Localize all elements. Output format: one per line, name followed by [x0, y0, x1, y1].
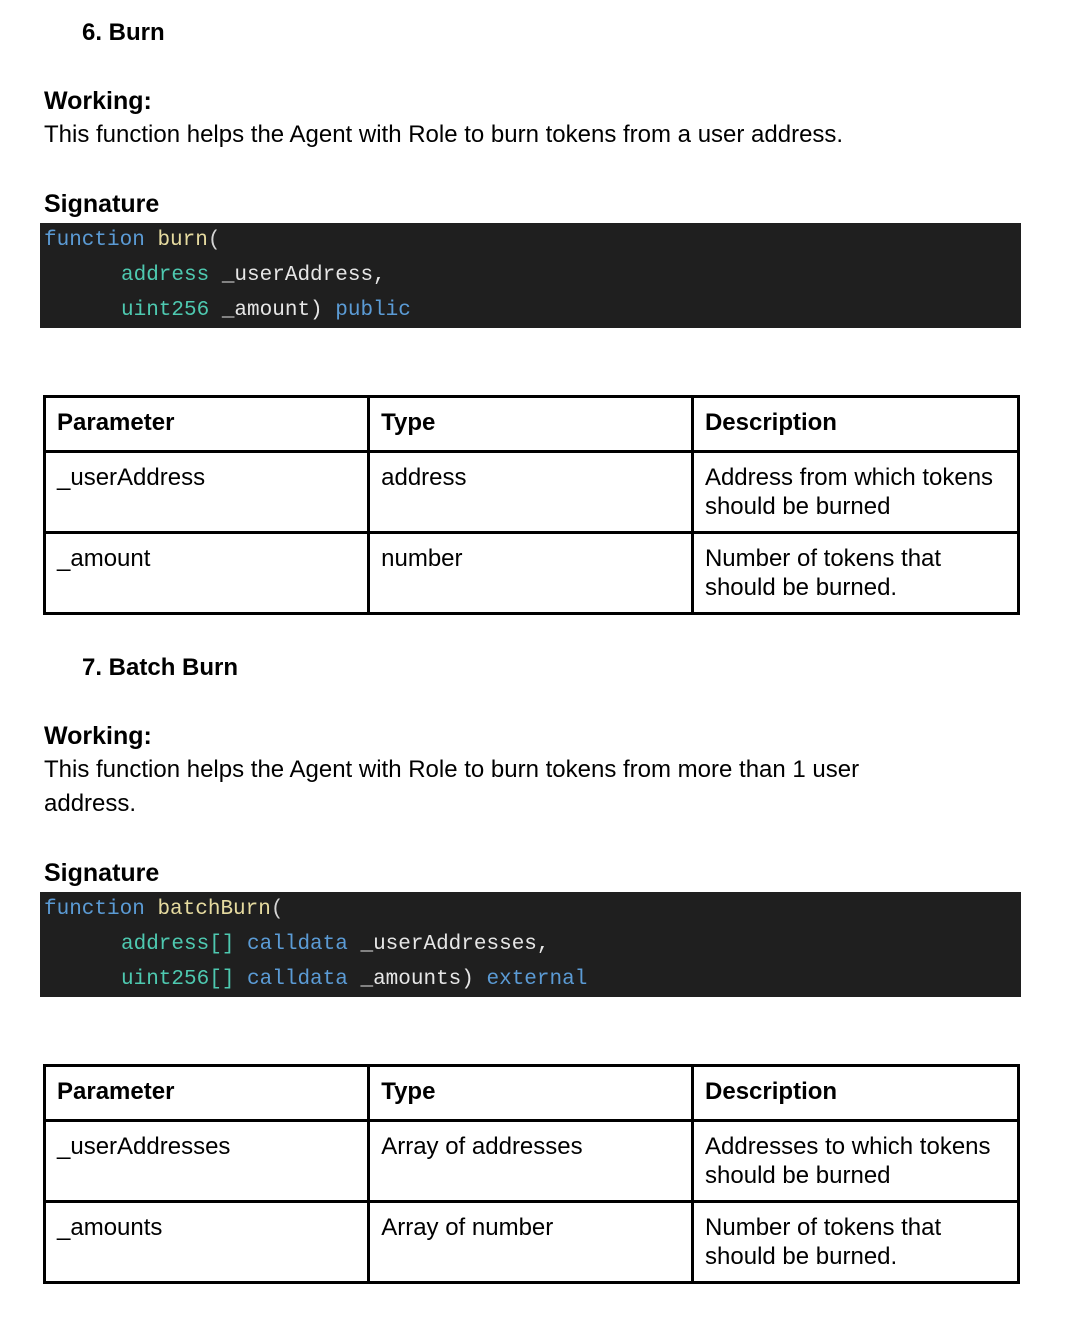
- code-type: address[]: [121, 933, 235, 956]
- cell-parameter: _amount: [45, 533, 369, 614]
- table-header-row: [45, 397, 1019, 452]
- code-modifier: external: [486, 968, 588, 991]
- code-keyword: function: [44, 898, 145, 921]
- code-keyword: function: [44, 229, 145, 252]
- header-parameter: Parameter: [45, 1066, 369, 1121]
- code-line-1: [40, 892, 1021, 927]
- cell-type: number: [369, 533, 693, 614]
- table-header-row: [45, 1066, 1019, 1121]
- section-heading: 7. Batch Burn: [82, 654, 239, 681]
- signature-label: Signature: [44, 859, 160, 887]
- code-block: [40, 892, 1021, 997]
- code-param: _amounts): [360, 968, 474, 991]
- table-row: [45, 1202, 1019, 1283]
- code-function-name: burn: [157, 229, 208, 252]
- header-parameter: Parameter: [45, 397, 369, 452]
- header-type: Type: [369, 397, 693, 452]
- cell-description: Addresses to which tokens should be burned: [693, 1121, 1019, 1202]
- table-row: [45, 452, 1019, 533]
- code-paren: (: [207, 229, 221, 252]
- cell-parameter: _userAddresses: [45, 1121, 369, 1202]
- code-line-3: [40, 962, 1021, 997]
- cell-description: Number of tokens that should be burned.: [692, 533, 1018, 614]
- code-line-1: [40, 223, 1021, 258]
- section-heading: 6. Burn: [82, 19, 165, 46]
- code-type: address: [121, 264, 210, 287]
- header-description: Description: [693, 1066, 1019, 1121]
- cell-type: Array of number: [369, 1202, 693, 1283]
- signature-label: Signature: [44, 190, 160, 218]
- parameters-table: [43, 395, 1020, 615]
- code-function-name: batchBurn: [157, 898, 271, 921]
- cell-description: Address from which tokens should be burned: [692, 452, 1018, 533]
- code-param: _userAddresses,: [360, 933, 550, 956]
- code-line-2: [40, 927, 1021, 962]
- code-line-3: [40, 293, 1021, 328]
- cell-type: address: [369, 452, 693, 533]
- code-line-2: [40, 258, 1021, 293]
- code-param: _userAddress,: [221, 264, 386, 287]
- parameters-table: [43, 1064, 1020, 1284]
- code-type: uint256: [121, 299, 210, 322]
- cell-description: Number of tokens that should be burned.: [693, 1202, 1019, 1283]
- code-paren: (: [270, 898, 284, 921]
- cell-type: Array of addresses: [369, 1121, 693, 1202]
- cell-parameter: _amounts: [45, 1202, 369, 1283]
- code-modifier: public: [335, 299, 411, 322]
- code-location: calldata: [247, 933, 348, 956]
- code-block: [40, 223, 1021, 328]
- header-description: Description: [692, 397, 1018, 452]
- working-description: This function helps the Agent with Role to burn tokens from a user address.: [44, 121, 844, 148]
- working-description: This function helps the Agent with Role to burn tokens from more than 1 user address.: [44, 756, 860, 817]
- code-location: calldata: [247, 968, 348, 991]
- code-type: uint256[]: [121, 968, 235, 991]
- code-param: _amount): [221, 299, 323, 322]
- cell-parameter: _userAddress: [45, 452, 369, 533]
- table-row: [45, 533, 1019, 614]
- working-label: Working:: [44, 722, 152, 750]
- table-row: [45, 1121, 1019, 1202]
- header-type: Type: [369, 1066, 693, 1121]
- working-label: Working:: [44, 87, 152, 115]
